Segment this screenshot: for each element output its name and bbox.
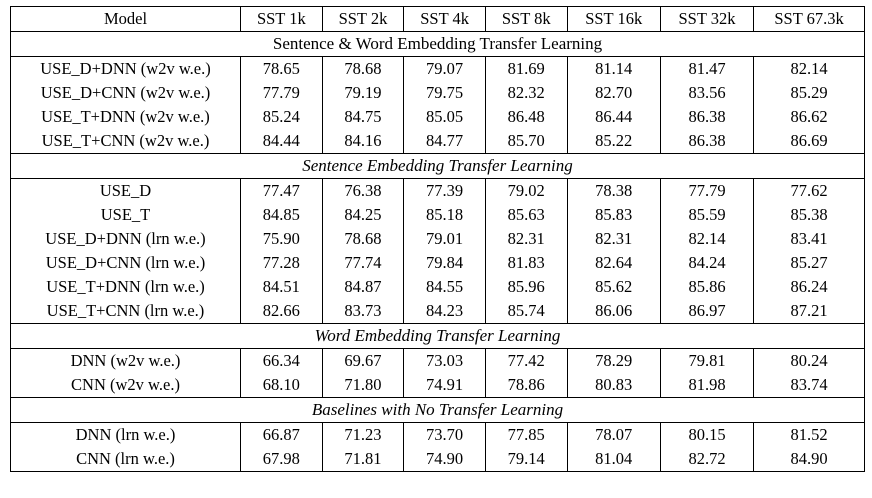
header-sst-1k: SST 1k [241,7,323,32]
model-name-cell: USE_T+CNN (lrn w.e.) [11,299,241,324]
score-cell: 78.68 [322,227,404,251]
table-row [11,57,865,82]
header-sst-8k: SST 8k [485,7,567,32]
header-sst-2k: SST 2k [322,7,404,32]
score-cell: 86.38 [660,129,753,154]
score-cell: 85.59 [660,203,753,227]
table-body [11,32,865,472]
section-header-row [11,32,865,57]
score-cell: 85.38 [754,203,865,227]
model-name-cell: USE_T+DNN (lrn w.e.) [11,275,241,299]
score-cell: 83.73 [322,299,404,324]
score-cell: 86.97 [660,299,753,324]
score-cell: 81.98 [660,373,753,398]
score-cell: 71.23 [322,423,404,448]
score-cell: 78.86 [485,373,567,398]
score-cell: 75.90 [241,227,323,251]
score-cell: 80.15 [660,423,753,448]
score-cell: 83.74 [754,373,865,398]
table-row [11,129,865,154]
score-cell: 84.25 [322,203,404,227]
model-name-cell: USE_D+DNN (lrn w.e.) [11,227,241,251]
score-cell: 85.86 [660,275,753,299]
score-cell: 86.44 [567,105,660,129]
model-name-cell: DNN (lrn w.e.) [11,423,241,448]
score-cell: 84.75 [322,105,404,129]
score-cell: 80.83 [567,373,660,398]
table-row [11,179,865,204]
score-cell: 82.14 [660,227,753,251]
model-name-cell: USE_D+CNN (lrn w.e.) [11,251,241,275]
score-cell: 71.80 [322,373,404,398]
score-cell: 83.41 [754,227,865,251]
score-cell: 84.51 [241,275,323,299]
score-cell: 86.24 [754,275,865,299]
section-header-row [11,154,865,179]
section-title: Sentence Embedding Transfer Learning [11,154,865,179]
table-row [11,227,865,251]
results-table [10,6,865,472]
score-cell: 86.69 [754,129,865,154]
score-cell: 82.31 [485,227,567,251]
score-cell: 77.62 [754,179,865,204]
score-cell: 81.47 [660,57,753,82]
score-cell: 85.62 [567,275,660,299]
score-cell: 73.03 [404,349,486,374]
score-cell: 82.66 [241,299,323,324]
score-cell: 82.32 [485,81,567,105]
section-header-row [11,324,865,349]
score-cell: 82.64 [567,251,660,275]
table-row [11,423,865,448]
score-cell: 82.72 [660,447,753,472]
model-name-cell: CNN (w2v w.e.) [11,373,241,398]
score-cell: 78.07 [567,423,660,448]
header-sst-67k: SST 67.3k [754,7,865,32]
score-cell: 87.21 [754,299,865,324]
table-row [11,203,865,227]
score-cell: 77.74 [322,251,404,275]
score-cell: 77.39 [404,179,486,204]
score-cell: 86.48 [485,105,567,129]
score-cell: 80.24 [754,349,865,374]
score-cell: 67.98 [241,447,323,472]
score-cell: 85.05 [404,105,486,129]
score-cell: 85.24 [241,105,323,129]
score-cell: 82.31 [567,227,660,251]
score-cell: 66.87 [241,423,323,448]
table-row [11,447,865,472]
table-row [11,81,865,105]
score-cell: 83.56 [660,81,753,105]
score-cell: 85.29 [754,81,865,105]
table-row [11,299,865,324]
score-cell: 79.81 [660,349,753,374]
score-cell: 85.70 [485,129,567,154]
score-cell: 78.68 [322,57,404,82]
score-cell: 85.83 [567,203,660,227]
score-cell: 77.28 [241,251,323,275]
model-name-cell: USE_T+CNN (w2v w.e.) [11,129,241,154]
score-cell: 81.83 [485,251,567,275]
score-cell: 81.69 [485,57,567,82]
model-name-cell: USE_D+CNN (w2v w.e.) [11,81,241,105]
score-cell: 66.34 [241,349,323,374]
score-cell: 86.06 [567,299,660,324]
score-cell: 69.67 [322,349,404,374]
model-name-cell: USE_T [11,203,241,227]
model-name-cell: DNN (w2v w.e.) [11,349,241,374]
score-cell: 84.87 [322,275,404,299]
score-cell: 84.23 [404,299,486,324]
score-cell: 84.55 [404,275,486,299]
score-cell: 77.42 [485,349,567,374]
score-cell: 79.01 [404,227,486,251]
table-row [11,349,865,374]
model-name-cell: USE_D [11,179,241,204]
score-cell: 71.81 [322,447,404,472]
score-cell: 79.19 [322,81,404,105]
score-cell: 77.79 [660,179,753,204]
table-row [11,105,865,129]
score-cell: 77.79 [241,81,323,105]
score-cell: 76.38 [322,179,404,204]
header-sst-32k: SST 32k [660,7,753,32]
score-cell: 82.14 [754,57,865,82]
header-model: Model [11,7,241,32]
score-cell: 79.84 [404,251,486,275]
score-cell: 81.04 [567,447,660,472]
section-title: Baselines with No Transfer Learning [11,398,865,423]
score-cell: 84.24 [660,251,753,275]
score-cell: 81.52 [754,423,865,448]
score-cell: 79.07 [404,57,486,82]
score-cell: 84.90 [754,447,865,472]
header-sst-4k: SST 4k [404,7,486,32]
score-cell: 78.29 [567,349,660,374]
score-cell: 85.63 [485,203,567,227]
score-cell: 84.44 [241,129,323,154]
score-cell: 78.65 [241,57,323,82]
section-title: Word Embedding Transfer Learning [11,324,865,349]
score-cell: 86.62 [754,105,865,129]
score-cell: 85.22 [567,129,660,154]
score-cell: 86.38 [660,105,753,129]
score-cell: 74.91 [404,373,486,398]
score-cell: 84.85 [241,203,323,227]
score-cell: 74.90 [404,447,486,472]
table-row [11,373,865,398]
header-sst-16k: SST 16k [567,7,660,32]
score-cell: 85.74 [485,299,567,324]
score-cell: 77.85 [485,423,567,448]
score-cell: 85.27 [754,251,865,275]
score-cell: 73.70 [404,423,486,448]
score-cell: 77.47 [241,179,323,204]
score-cell: 79.14 [485,447,567,472]
section-header-row [11,398,865,423]
score-cell: 78.38 [567,179,660,204]
score-cell: 84.77 [404,129,486,154]
model-name-cell: USE_T+DNN (w2v w.e.) [11,105,241,129]
score-cell: 79.02 [485,179,567,204]
score-cell: 79.75 [404,81,486,105]
model-name-cell: CNN (lrn w.e.) [11,447,241,472]
score-cell: 85.18 [404,203,486,227]
score-cell: 68.10 [241,373,323,398]
score-cell: 82.70 [567,81,660,105]
model-name-cell: USE_D+DNN (w2v w.e.) [11,57,241,82]
header-row [11,7,865,32]
score-cell: 81.14 [567,57,660,82]
table-row [11,251,865,275]
score-cell: 84.16 [322,129,404,154]
table-row [11,275,865,299]
score-cell: 85.96 [485,275,567,299]
section-title: Sentence & Word Embedding Transfer Learning [11,32,865,57]
